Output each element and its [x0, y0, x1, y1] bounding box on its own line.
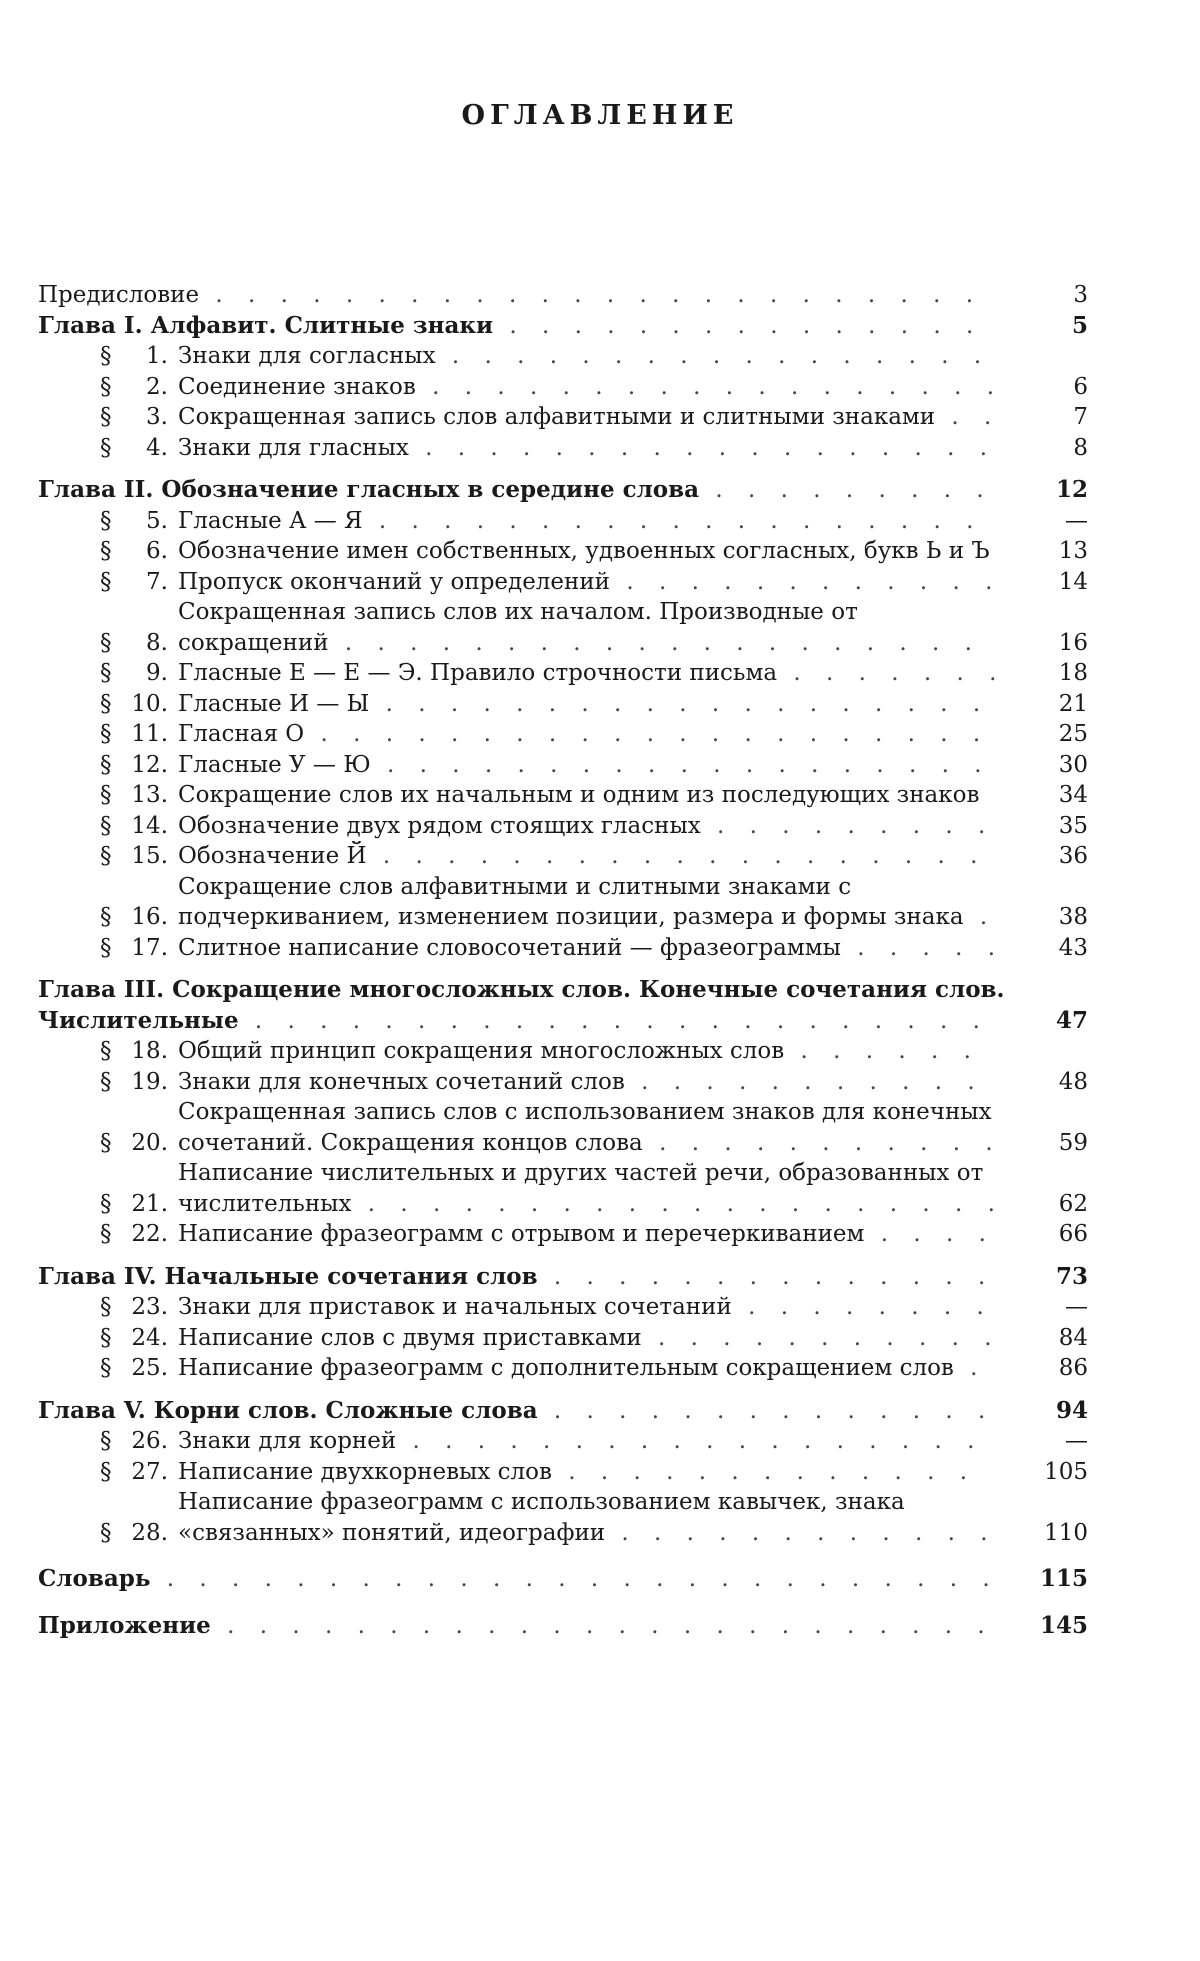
toc-page-number: —: [1065, 507, 1088, 534]
toc-entry-title: Обозначение имен собственных, удвоенных согласных, букв Ь и Ъ: [178, 538, 990, 564]
toc-entry-title: Глава I. Алфавит. Слитные знаки: [38, 311, 494, 339]
toc-page-number: —: [1065, 1428, 1088, 1454]
toc-page-number: 115: [1039, 1565, 1088, 1592]
toc-section-row: [38, 933, 1088, 964]
toc-section-row: [38, 341, 1088, 372]
toc-entry-title: Гласные И — Ы: [178, 690, 370, 717]
toc-section-row: [38, 597, 1088, 658]
section-sign: §: [100, 1190, 112, 1217]
dot-leader: . . . . . . .: [777, 660, 1006, 686]
section-sign: §: [100, 904, 112, 930]
toc-section-row: [38, 1353, 1088, 1384]
section-sign: §: [100, 690, 112, 717]
toc-page-number: 6: [1073, 373, 1088, 400]
dot-leader: . . . . . . . . . . . . . .: [537, 1263, 995, 1290]
toc-entry-title: Общий принцип сокращения многосложных слов: [178, 1038, 785, 1064]
dot-leader: . . . . . . . . .: [699, 477, 993, 503]
toc-page-number: 30: [1058, 751, 1088, 778]
dot-leader: . . . . . . . . . . . . . . . . . . . . . . . .: [210, 1612, 994, 1639]
dot-leader: . . . . . . . . . . . . . . .: [493, 312, 983, 339]
section-number: 11.: [131, 721, 168, 747]
toc-chapter-row: [38, 1396, 1088, 1427]
toc-chapter-row: [38, 975, 1088, 1036]
toc-section-row: [38, 811, 1088, 842]
section-sign: §: [100, 404, 112, 430]
section-number: 3.: [146, 404, 168, 430]
section-number: 9.: [146, 660, 168, 686]
toc-entry-title: Соединение знаков: [178, 373, 416, 400]
toc-entry-title: Знаки для корней: [178, 1428, 397, 1454]
section-sign: §: [100, 843, 112, 869]
toc-section-row: [38, 506, 1088, 537]
section-number: 17.: [131, 934, 168, 961]
dot-leader: . . . . . . . . . . .: [641, 1324, 1001, 1351]
toc-entry-title: Сокращенная запись слов их началом. Производные от сокращений: [178, 599, 858, 656]
section-number: 18.: [131, 1038, 168, 1064]
toc-entry-title: Написание фразеограмм с дополнительным сокращением слов: [178, 1355, 954, 1381]
section-number: 12.: [131, 751, 168, 778]
dot-leader: . . . . . . . . . . . . . . . . . . . . .: [304, 721, 990, 747]
toc-page-number: 105: [1044, 1458, 1088, 1485]
toc-entry-title: Сокращение слов их начальным и одним из последующих знаков: [178, 782, 980, 808]
toc-page-number: 21: [1058, 690, 1088, 717]
toc-entry-title: Знаки для согласных: [178, 343, 436, 369]
toc-entry-title: Сокращенная запись слов алфавитными и слитными знаками: [178, 404, 936, 430]
dot-leader: . . . . . . . . . . . . . . . . . . . . . . . . . .: [150, 1566, 999, 1592]
toc-page-number: 94: [1055, 1396, 1088, 1424]
dot-leader: . . . . . . . . . . . . . . . . . . .: [366, 843, 987, 869]
toc-entry-title: Знаки для приставок и начальных сочетаний: [178, 1294, 732, 1320]
toc-chapter-row: [38, 1262, 1088, 1293]
dot-leader: . . . . . . . . . . . . . .: [537, 1397, 995, 1424]
dot-leader: . . . . . . . . . . . . .: [551, 1458, 977, 1485]
toc-page-number: 66: [1058, 1221, 1088, 1247]
toc-page-number: 73: [1055, 1262, 1088, 1290]
toc-section-row: [38, 872, 1088, 933]
toc-page-number: —: [1065, 1294, 1088, 1320]
section-sign: §: [100, 934, 112, 961]
toc-section-row: [38, 567, 1088, 598]
section-number: 4.: [146, 434, 168, 461]
toc-section-row: [38, 1292, 1088, 1323]
section-number: 28.: [131, 1519, 168, 1546]
dot-leader: . . . .: [864, 1221, 995, 1247]
section-number: 20.: [131, 1129, 168, 1156]
dot-leader: . . . . .: [840, 934, 1005, 961]
toc-chapter-row: [38, 1611, 1088, 1642]
dot-leader: . . . . . . . . . . . .: [605, 1519, 997, 1546]
toc-chapter-row: [38, 280, 1088, 311]
toc-entry-title: Гласная О: [178, 721, 305, 747]
toc-section-row: [38, 689, 1088, 720]
toc-section-row: [38, 780, 1088, 811]
toc-page-number: 59: [1058, 1129, 1088, 1156]
toc-entry-title: Слитное написание словосочетаний — фразеограммы: [178, 934, 841, 961]
toc-page-number: 145: [1039, 1611, 1088, 1639]
toc-page-number: 110: [1044, 1519, 1088, 1546]
dot-leader: . . . . . . . . . . . . . . . . . . . .: [351, 1190, 1004, 1217]
toc-section-row: [38, 658, 1088, 689]
dot-leader: .: [953, 1355, 987, 1381]
dot-leader: . . . . . . . . . . . . . . . . . . . . . . .: [238, 1007, 989, 1034]
toc-page-number: 25: [1058, 721, 1088, 747]
section-number: 10.: [131, 690, 168, 717]
section-number: 5.: [146, 507, 168, 534]
toc-entry-title: Словарь: [38, 1565, 151, 1592]
section-sign: §: [100, 568, 112, 595]
toc-page-number: 18: [1058, 660, 1088, 686]
section-sign: §: [100, 343, 112, 369]
section-sign: §: [100, 782, 112, 808]
toc-entry-title: Написание слов с двумя приставками: [178, 1324, 642, 1351]
toc-page-number: 13: [1058, 538, 1088, 564]
toc-page-number: 12: [1055, 476, 1088, 503]
toc-section-row: [38, 372, 1088, 403]
toc-entry-title: Пропуск окончаний у определений: [178, 568, 611, 595]
dot-leader: . . . . . . . . . . . . . . . . . . .: [369, 690, 990, 717]
toc-section-row: [38, 536, 1088, 567]
toc-section-row: [38, 1067, 1088, 1098]
toc-section-row: [38, 1457, 1088, 1488]
section-number: 6.: [146, 538, 168, 564]
toc-entry-title: Глава V. Корни слов. Сложные слова: [38, 1396, 538, 1424]
toc-page-number: 34: [1058, 782, 1088, 808]
section-number: 16.: [131, 904, 168, 930]
dot-leader: . . . . . . . .: [731, 1294, 993, 1320]
dot-leader: . .: [935, 404, 1001, 430]
toc-page-number: 48: [1058, 1068, 1088, 1095]
dot-leader: . . . . . . . . . . . . . . . . . . . .: [328, 629, 981, 656]
toc-page-number: 84: [1058, 1324, 1088, 1351]
toc-section-row: [38, 719, 1088, 750]
toc-section-row: [38, 433, 1088, 464]
section-sign: §: [100, 1068, 112, 1095]
toc-page-number: 3: [1073, 282, 1088, 308]
toc-section-row: [38, 1097, 1088, 1158]
dot-leader: . . . . . . . . . . . .: [610, 568, 1002, 595]
section-number: 2.: [146, 373, 168, 400]
toc-page-number: 38: [1058, 904, 1088, 930]
toc-section-row: [38, 1487, 1088, 1548]
toc-entry-title: Обозначение двух рядом стоящих гласных: [178, 812, 701, 839]
toc-section-row: [38, 1158, 1088, 1219]
toc-entry-title: Глава II. Обозначение гласных в середине слова: [38, 476, 700, 503]
dot-leader: . . . . . . . . . . . . . . . . . .: [408, 434, 997, 461]
toc-page-number: 62: [1058, 1190, 1088, 1217]
page-title: ОГЛАВЛЕНИЕ: [461, 100, 739, 131]
section-sign: §: [100, 721, 112, 747]
section-number: 22.: [131, 1221, 168, 1247]
toc-entry-title: Написание двухкорневых слов: [178, 1458, 552, 1485]
section-sign: §: [100, 751, 112, 778]
section-sign: §: [100, 1519, 112, 1546]
toc-entry-title: Знаки для гласных: [178, 434, 409, 461]
dot-leader: . . . . . . . . . . .: [624, 1068, 984, 1095]
toc-page-number: 35: [1058, 812, 1088, 839]
section-number: 7.: [146, 568, 168, 595]
section-sign: §: [100, 1458, 112, 1485]
toc-entry-title: Знаки для конечных сочетаний слов: [178, 1068, 625, 1095]
toc-page-number: 43: [1058, 934, 1088, 961]
dot-leader: . . . . . . . . . . . . . . . . . . .: [362, 507, 983, 534]
toc-entry-title: Гласные Е — Е — Э. Правило строчности письма: [178, 660, 778, 686]
section-sign: §: [100, 1221, 112, 1247]
dot-leader: . . . . . . . . . . . . . . . . . . . . . . . .: [199, 282, 983, 308]
section-sign: §: [100, 1428, 112, 1454]
toc-entry-title: Сокращение слов алфавитными и слитными знаками с подчеркиванием, изменением позиции, размера и формы знака: [178, 873, 964, 930]
toc-page-number: 36: [1058, 843, 1088, 869]
dot-leader: .: [963, 904, 997, 930]
section-number: 24.: [131, 1324, 168, 1351]
toc-section-row: [38, 1219, 1088, 1250]
toc-chapter-row: [38, 311, 1088, 342]
toc-page-number: 7: [1073, 404, 1088, 430]
section-sign: §: [100, 373, 112, 400]
toc-entry-title: Написание фразеограмм с использованием кавычек, знака «связанных» понятий, идеографии: [178, 1489, 905, 1546]
toc-entry-title: Обозначение Й: [178, 843, 367, 869]
toc-entry-title: Предисловие: [38, 282, 200, 308]
toc-section-row: [38, 1036, 1088, 1067]
dot-leader: . . . . . . . . . . . . . . . . .: [435, 343, 991, 369]
section-sign: §: [100, 1355, 112, 1381]
section-number: 21.: [131, 1190, 168, 1217]
toc-section-row: [38, 1323, 1088, 1354]
dot-leader: . . . . . . . . . . .: [642, 1129, 1002, 1156]
dot-leader: . . . . . .: [784, 1038, 980, 1064]
section-sign: §: [100, 1294, 112, 1320]
section-number: 26.: [131, 1428, 168, 1454]
section-sign: §: [100, 1129, 112, 1156]
toc-entry-title: Написание фразеограмм с отрывом и перечеркиванием: [178, 1221, 865, 1247]
section-number: 15.: [131, 843, 168, 869]
section-number: 27.: [131, 1458, 168, 1485]
section-number: 19.: [131, 1068, 168, 1095]
dot-leader: . . . . . . . . . . . . . . . . . . .: [370, 751, 991, 778]
table-of-contents: [38, 280, 1088, 1641]
toc-section-row: [38, 1426, 1088, 1457]
section-number: 8.: [146, 629, 168, 656]
toc-chapter-row: [38, 475, 1088, 506]
section-sign: §: [100, 1038, 112, 1064]
toc-section-row: [38, 402, 1088, 433]
toc-entry-title: Написание числительных и других частей речи, образованных от числительных: [178, 1160, 984, 1217]
toc-page-number: 16: [1058, 629, 1088, 656]
dot-leader: . . . . . . . . . . . . . . . . . .: [396, 1428, 984, 1454]
toc-entry-title: Глава IV. Начальные сочетания слов: [38, 1262, 538, 1290]
toc-section-row: [38, 841, 1088, 872]
section-number: 14.: [131, 812, 168, 839]
toc-entry-title: Сокращенная запись слов с использованием знаков для конечных сочетаний. Сокращения концов слова: [178, 1099, 992, 1156]
section-sign: §: [100, 1324, 112, 1351]
section-sign: §: [100, 812, 112, 839]
toc-entry-title: Гласные А — Я: [178, 507, 363, 534]
toc-page-number: 8: [1073, 434, 1088, 461]
toc-section-row: [38, 750, 1088, 781]
dot-leader: . . . . . . . . . . . . . . . . . .: [415, 373, 1004, 400]
toc-entry-title: Глава III. Сокращение многосложных слов. Конечные сочетания слов. Числительные: [38, 976, 1005, 1034]
section-number: 25.: [131, 1355, 168, 1381]
dot-leader: . . . . . . . . .: [700, 812, 995, 839]
toc-page-number: 14: [1058, 568, 1088, 595]
toc-entry-title: Гласные У — Ю: [178, 751, 371, 778]
section-sign: §: [100, 507, 112, 534]
toc-chapter-row: [38, 1564, 1088, 1595]
toc-entry-title: Приложение: [38, 1611, 211, 1639]
section-sign: §: [100, 629, 112, 656]
toc-page-number: 86: [1058, 1355, 1088, 1381]
section-sign: §: [100, 434, 112, 461]
section-number: 13.: [131, 782, 168, 808]
toc-page-number: 47: [1055, 1006, 1088, 1034]
toc-page-number: 5: [1071, 311, 1088, 339]
section-sign: §: [100, 660, 112, 686]
section-sign: §: [100, 538, 112, 564]
section-number: 1.: [146, 343, 168, 369]
section-number: 23.: [131, 1294, 168, 1320]
